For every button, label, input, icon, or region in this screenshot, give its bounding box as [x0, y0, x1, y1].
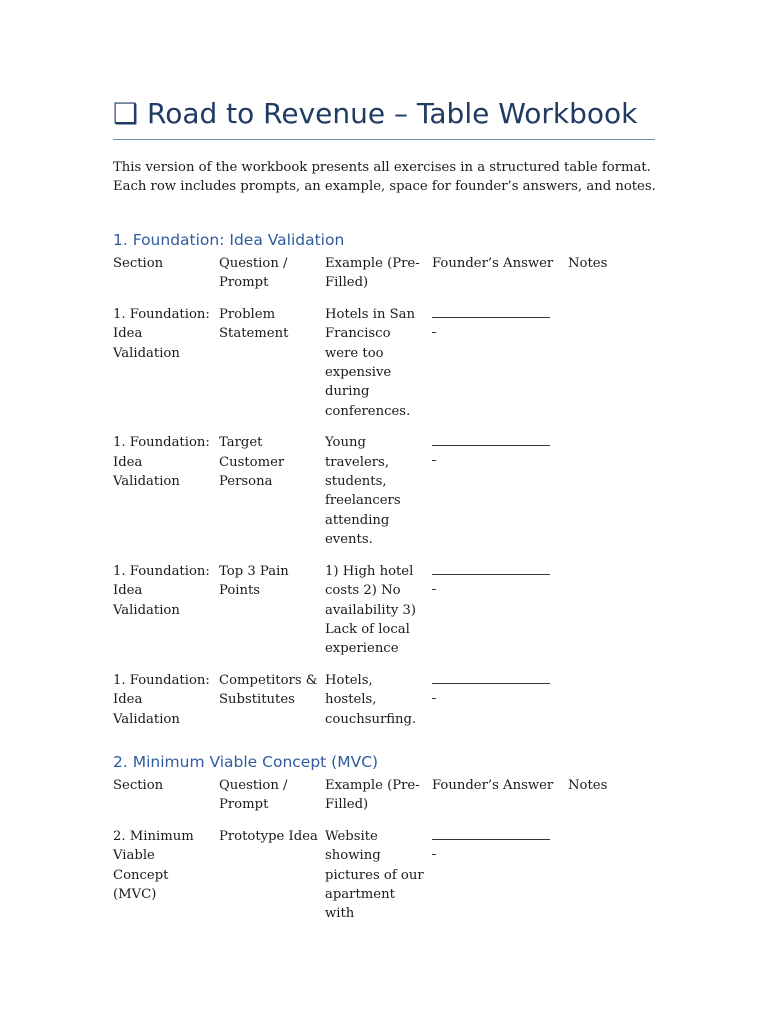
table-header-row: [113, 254, 658, 293]
cell-prompt: Top 3 Pain Points: [219, 563, 289, 599]
intro-paragraph: This version of the workbook presents all exercises in a structured table format. Each row includes prompts, an example, space for founder’s answers, and notes.: [113, 160, 656, 195]
answer-blank-line: [432, 433, 550, 446]
cell-example: Hotels, hostels, couchsurfing.: [325, 672, 417, 727]
table-row: [113, 305, 658, 421]
column-header-section: Section: [113, 256, 164, 271]
answer-blank-line: [432, 671, 550, 684]
column-header-notes: Notes: [568, 778, 608, 793]
cell-example: Website showing pictures of our apartment with: [325, 828, 424, 922]
column-header-answer: Founder’s Answer: [432, 778, 554, 793]
answer-blank-line-tail: [432, 577, 436, 590]
section-heading-foundation: 1. Foundation: Idea Validation: [113, 231, 345, 249]
cell-section: 1. Foundation: Idea Validation: [113, 563, 210, 618]
section-heading-mvc: 2. Minimum Viable Concept (MVC): [113, 753, 379, 771]
column-header-example: Example (Pre-Filled): [325, 778, 420, 813]
table-row: [113, 562, 658, 659]
notes-field[interactable]: [568, 305, 658, 421]
notes-field[interactable]: [568, 671, 658, 729]
answer-blank-line-tail: [432, 842, 436, 855]
table-foundation: [113, 254, 658, 741]
answer-blank-line: [432, 562, 550, 575]
cell-example: Hotels in San Francisco were too expensive during conferences.: [325, 306, 416, 419]
cell-section: 1. Foundation: Idea Validation: [113, 672, 210, 727]
cell-example: Young travelers, students, freelancers attending events.: [325, 435, 401, 548]
cell-example: 1) High hotel costs 2) No availability 3) Lack of local experience: [325, 563, 417, 657]
document-title: ❑ Road to Revenue – Table Workbook: [113, 97, 638, 130]
table-row: [113, 433, 658, 549]
column-header-prompt: Question / Prompt: [219, 256, 288, 291]
answer-field[interactable]: [432, 827, 568, 924]
answer-blank-line-tail: [432, 448, 436, 461]
cell-prompt: Problem Statement: [219, 306, 289, 342]
cell-section: 1. Foundation: Idea Validation: [113, 306, 210, 361]
cell-section: 1. Foundation: Idea Validation: [113, 435, 210, 490]
column-header-answer: Founder’s Answer: [432, 256, 554, 271]
table-header-row: [113, 776, 658, 815]
cell-prompt: Target Customer Persona: [219, 435, 285, 490]
column-header-section: Section: [113, 778, 164, 793]
cell-prompt: Prototype Idea: [219, 828, 318, 844]
notes-field[interactable]: [568, 827, 658, 924]
column-header-prompt: Question / Prompt: [219, 778, 288, 813]
table-row: [113, 827, 658, 924]
answer-blank-line-tail: [432, 686, 436, 699]
title-divider: [113, 139, 655, 140]
column-header-notes: Notes: [568, 256, 608, 271]
answer-field[interactable]: [432, 562, 568, 659]
cell-section: 2. Minimum Viable Concept (MVC): [113, 828, 194, 903]
cell-prompt: Competitors & Substitutes: [219, 672, 318, 708]
table-row: [113, 671, 658, 729]
answer-field[interactable]: [432, 671, 568, 729]
notes-field[interactable]: [568, 433, 658, 549]
notes-field[interactable]: [568, 562, 658, 659]
column-header-example: Example (Pre-Filled): [325, 256, 420, 291]
answer-blank-line: [432, 305, 550, 318]
answer-blank-line-tail: [432, 320, 436, 333]
answer-field[interactable]: [432, 433, 568, 549]
table-mvc: [113, 776, 658, 936]
answer-blank-line: [432, 827, 550, 840]
answer-field[interactable]: [432, 305, 568, 421]
